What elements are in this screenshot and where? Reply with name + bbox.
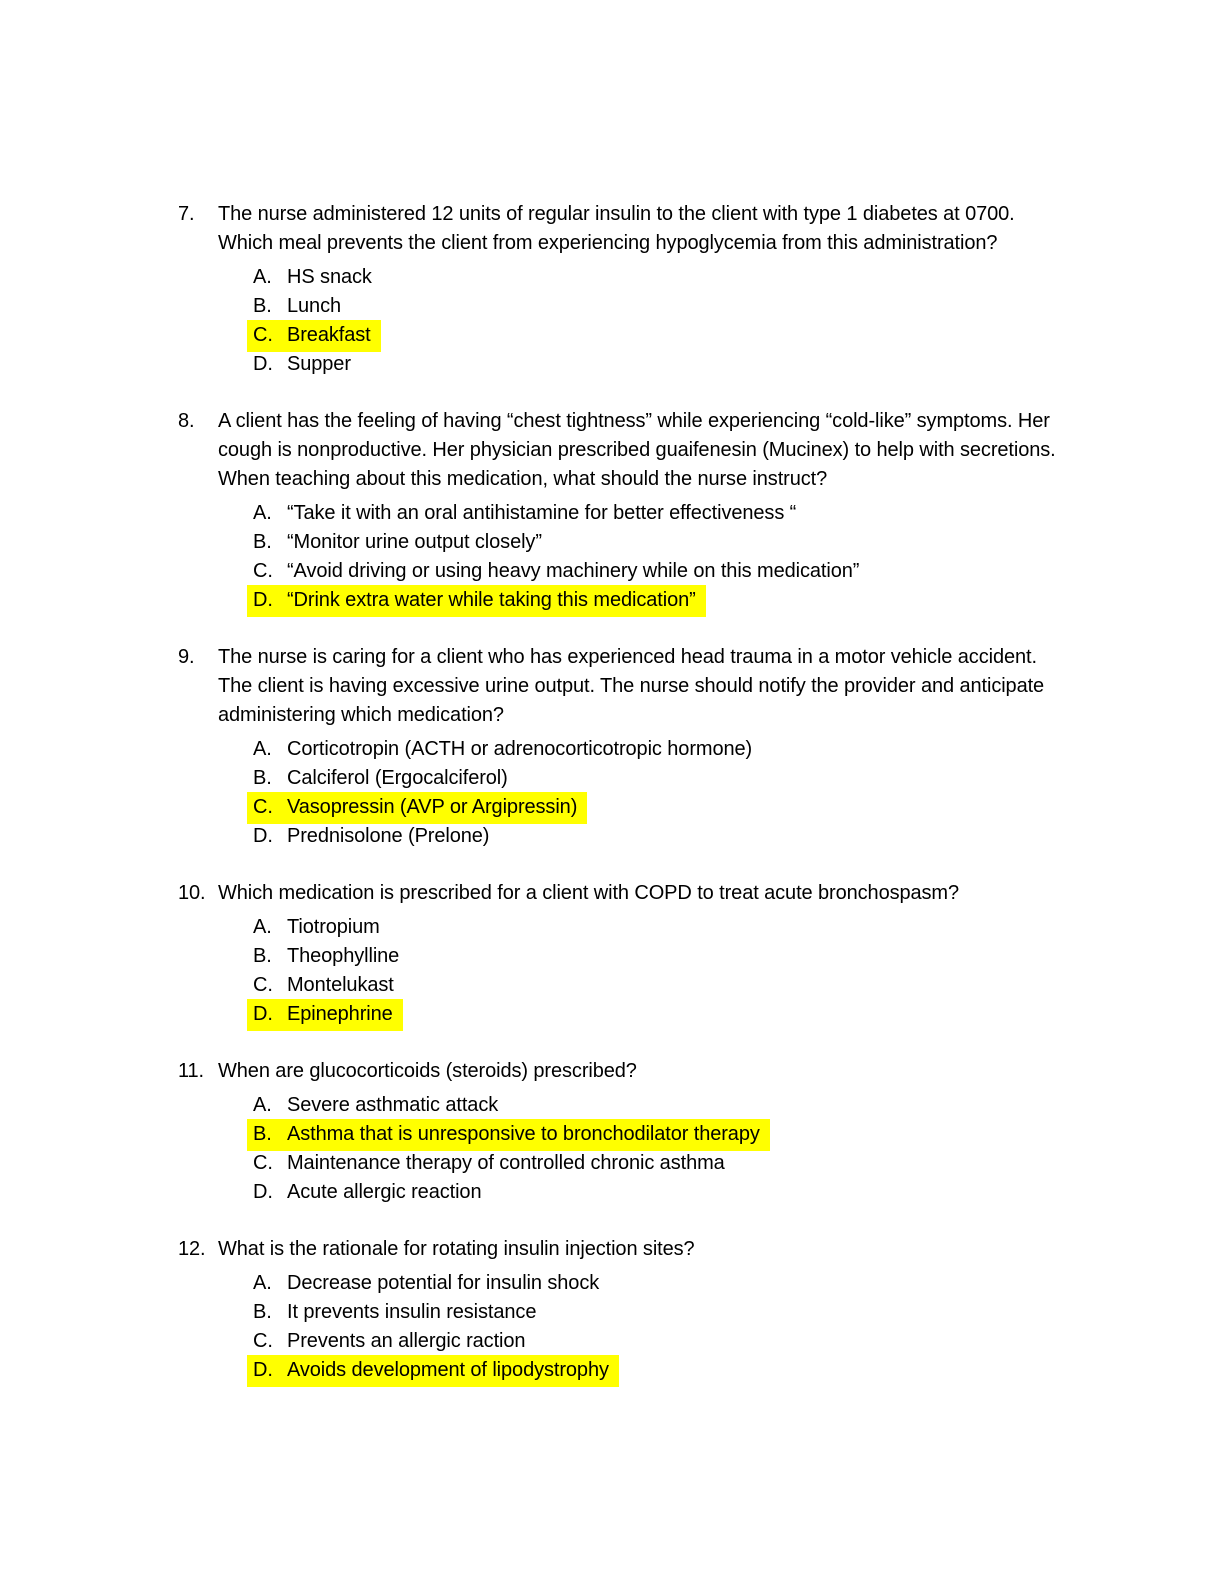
option-letter: B. bbox=[253, 767, 272, 789]
answer-option-content bbox=[253, 292, 341, 321]
answer-option-content bbox=[253, 1091, 498, 1120]
answer-option-content bbox=[253, 735, 752, 764]
option-text: Montelukast bbox=[287, 974, 394, 996]
answer-option bbox=[253, 350, 1080, 379]
question-text: A client has the feeling of having “chest tightness” while experiencing “cold-like” symptoms. Her cough is nonproductive. Her physician prescribed guaifenesin (Mucinex) to help with secretions. When teaching about this medication, what should the nurse instruct? bbox=[218, 410, 1056, 490]
option-letter: D. bbox=[253, 1003, 273, 1025]
answer-option bbox=[253, 499, 1080, 528]
question-number: 7. bbox=[178, 203, 195, 225]
answer-option bbox=[253, 1120, 1080, 1149]
option-letter: D. bbox=[253, 1181, 273, 1203]
question-text: The nurse administered 12 units of regular insulin to the client with type 1 diabetes at 0700. Which meal prevents the client from experiencing hypoglycemia from this administration? bbox=[218, 203, 1015, 254]
option-text: Acute allergic reaction bbox=[287, 1181, 482, 1203]
question-block bbox=[144, 879, 1080, 1029]
answer-option-content bbox=[253, 971, 394, 1000]
question-text: When are glucocorticoids (steroids) prescribed? bbox=[218, 1060, 637, 1082]
answer-option-content bbox=[253, 822, 489, 851]
answer-option bbox=[253, 942, 1080, 971]
question-block bbox=[144, 200, 1080, 379]
answer-option bbox=[253, 1178, 1080, 1207]
answer-option-content bbox=[253, 1178, 481, 1207]
answer-options bbox=[144, 499, 1080, 615]
option-text: Corticotropin (ACTH or adrenocorticotropic hormone) bbox=[287, 738, 753, 760]
question-row bbox=[178, 879, 1080, 908]
option-letter: A. bbox=[253, 1272, 272, 1294]
answer-option-content bbox=[253, 913, 380, 942]
option-text: Prevents an allergic raction bbox=[287, 1330, 526, 1352]
option-letter: D. bbox=[253, 1359, 273, 1381]
answer-option bbox=[253, 321, 1080, 350]
question-row bbox=[178, 1235, 1080, 1264]
option-text: Theophylline bbox=[287, 945, 400, 967]
question-number: 11. bbox=[178, 1060, 205, 1082]
option-text: Avoids development of lipodystrophy bbox=[287, 1359, 609, 1381]
option-letter: A. bbox=[253, 266, 272, 288]
option-letter: A. bbox=[253, 1094, 272, 1116]
question-row bbox=[178, 643, 1080, 730]
option-letter: B. bbox=[253, 945, 272, 967]
answer-option-content bbox=[253, 350, 351, 379]
answer-option-content bbox=[253, 1327, 525, 1356]
answer-option-content bbox=[253, 557, 859, 586]
question-block bbox=[144, 1057, 1080, 1207]
answer-option-content bbox=[253, 499, 796, 528]
answer-option bbox=[253, 1091, 1080, 1120]
option-letter: A. bbox=[253, 916, 272, 938]
option-text: “Avoid driving or using heavy machinery while on this medication” bbox=[287, 560, 860, 582]
highlighted-answer bbox=[247, 999, 403, 1031]
option-letter: C. bbox=[253, 324, 273, 346]
answer-option bbox=[253, 913, 1080, 942]
option-text: Breakfast bbox=[287, 324, 371, 346]
answer-option bbox=[253, 971, 1080, 1000]
question-row bbox=[178, 200, 1080, 258]
option-text: It prevents insulin resistance bbox=[287, 1301, 537, 1323]
highlighted-answer bbox=[247, 1119, 770, 1151]
option-letter: C. bbox=[253, 1330, 273, 1352]
answer-options bbox=[144, 1091, 1080, 1207]
highlighted-answer bbox=[247, 1355, 619, 1387]
answer-option bbox=[253, 822, 1080, 851]
answer-option-content bbox=[253, 764, 508, 793]
option-text: HS snack bbox=[287, 266, 372, 288]
option-text: Asthma that is unresponsive to bronchodilator therapy bbox=[287, 1123, 760, 1145]
option-letter: B. bbox=[253, 1123, 272, 1145]
option-letter: C. bbox=[253, 560, 273, 582]
answer-option-content bbox=[253, 263, 372, 292]
question-block bbox=[144, 407, 1080, 615]
option-text: Lunch bbox=[287, 295, 341, 317]
option-text: Epinephrine bbox=[287, 1003, 393, 1025]
option-letter: B. bbox=[253, 1301, 272, 1323]
option-letter: C. bbox=[253, 974, 273, 996]
option-text: Calciferol (Ergocalciferol) bbox=[287, 767, 508, 789]
question-block bbox=[144, 1235, 1080, 1385]
question-block bbox=[144, 643, 1080, 851]
question-number: 12. bbox=[178, 1238, 206, 1260]
question-text: The nurse is caring for a client who has experienced head trauma in a motor vehicle accident. The client is having excessive urine output. The nurse should notify the provider and anticipate administering which medication? bbox=[218, 646, 1045, 726]
option-text: Maintenance therapy of controlled chronic asthma bbox=[287, 1152, 725, 1174]
option-text: Supper bbox=[287, 353, 351, 375]
answer-option bbox=[253, 793, 1080, 822]
answer-options bbox=[144, 913, 1080, 1029]
answer-option-content bbox=[253, 1298, 536, 1327]
answer-option bbox=[253, 1269, 1080, 1298]
option-text: “Drink extra water while taking this medication” bbox=[287, 589, 696, 611]
option-letter: D. bbox=[253, 825, 273, 847]
answer-options bbox=[144, 1269, 1080, 1385]
option-letter: D. bbox=[253, 353, 273, 375]
question-number: 10. bbox=[178, 882, 206, 904]
option-letter: C. bbox=[253, 1152, 273, 1174]
option-text: “Monitor urine output closely” bbox=[287, 531, 542, 553]
option-text: Decrease potential for insulin shock bbox=[287, 1272, 600, 1294]
answer-options bbox=[144, 735, 1080, 851]
answer-option bbox=[253, 1149, 1080, 1178]
option-text: “Take it with an oral antihistamine for better effectiveness “ bbox=[287, 502, 797, 524]
answer-option-content bbox=[253, 942, 399, 971]
answer-option-content bbox=[253, 528, 542, 557]
answer-option bbox=[253, 263, 1080, 292]
answer-option bbox=[253, 764, 1080, 793]
option-text: Vasopressin (AVP or Argipressin) bbox=[287, 796, 578, 818]
question-text: Which medication is prescribed for a client with COPD to treat acute bronchospasm? bbox=[218, 882, 960, 904]
answer-option bbox=[253, 1356, 1080, 1385]
answer-option bbox=[253, 528, 1080, 557]
option-text: Tiotropium bbox=[287, 916, 380, 938]
question-row bbox=[178, 1057, 1080, 1086]
option-letter: B. bbox=[253, 531, 272, 553]
question-number: 9. bbox=[178, 646, 195, 668]
answer-options bbox=[144, 263, 1080, 379]
answer-option bbox=[253, 557, 1080, 586]
question-row bbox=[178, 407, 1080, 494]
answer-option bbox=[253, 1000, 1080, 1029]
answer-option bbox=[253, 1298, 1080, 1327]
option-letter: A. bbox=[253, 738, 272, 760]
option-letter: A. bbox=[253, 502, 272, 524]
option-letter: D. bbox=[253, 589, 273, 611]
highlighted-answer bbox=[247, 585, 706, 617]
answer-option bbox=[253, 292, 1080, 321]
answer-option-content bbox=[253, 1149, 725, 1178]
option-text: Severe asthmatic attack bbox=[287, 1094, 499, 1116]
highlighted-answer bbox=[247, 320, 381, 352]
option-letter: C. bbox=[253, 796, 273, 818]
answer-option bbox=[253, 735, 1080, 764]
question-text: What is the rationale for rotating insulin injection sites? bbox=[218, 1238, 695, 1260]
option-letter: B. bbox=[253, 295, 272, 317]
highlighted-answer bbox=[247, 792, 587, 824]
question-number: 8. bbox=[178, 410, 195, 432]
option-text: Prednisolone (Prelone) bbox=[287, 825, 490, 847]
answer-option-content bbox=[253, 1269, 599, 1298]
answer-option bbox=[253, 586, 1080, 615]
answer-option bbox=[253, 1327, 1080, 1356]
